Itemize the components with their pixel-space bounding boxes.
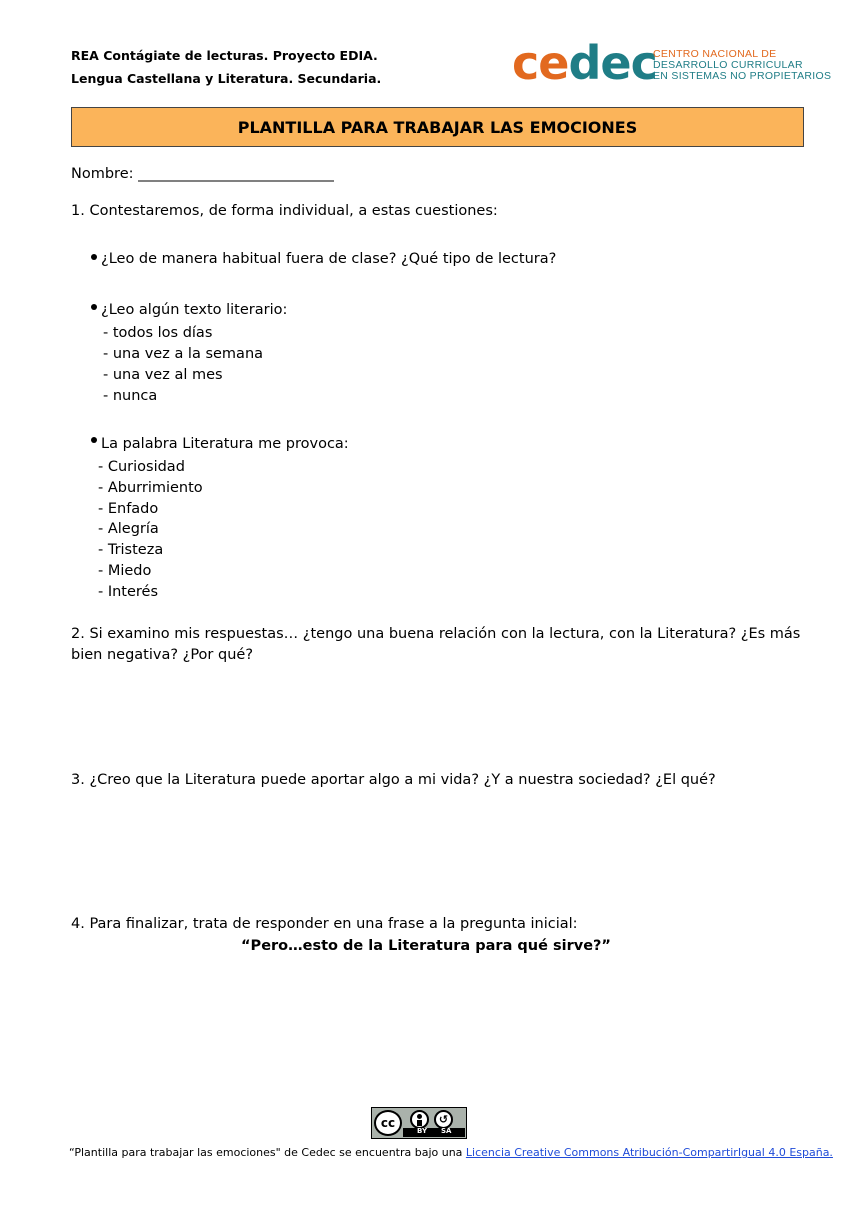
- question-3: 3. ¿Creo que la Literatura puede aportar algo a mi vida? ¿Y a nuestra sociedad? ¿El qué?: [71, 772, 716, 788]
- logo-sub-3: EN SISTEMAS NO PROPIETARIOS: [653, 70, 832, 82]
- bullet-icon: [91, 304, 97, 310]
- question-1-bullet-1: ¿Leo de manera habitual fuera de clase? ¿Qué tipo de lectura?: [101, 251, 557, 267]
- question-1-bullet-3: La palabra Literatura me provoca:: [101, 436, 349, 452]
- logo-dec: dec: [568, 36, 657, 90]
- cc-icon: cc: [374, 1110, 402, 1136]
- badge-sa-label: SA: [441, 1127, 452, 1135]
- nombre-field: Nombre: ___________________________: [71, 166, 334, 182]
- list-item: - Interés: [98, 583, 159, 600]
- header-line-2: Lengua Castellana y Literatura. Secundaria.: [71, 71, 382, 86]
- list-item: - Aburrimiento: [98, 479, 203, 496]
- question-2-line-1: 2. Si examino mis respuestas… ¿tengo una buena relación con la lectura, con la Literatura? ¿Es más: [71, 626, 801, 642]
- question-4-quote: “Pero…esto de la Literatura para qué sirve?”: [241, 938, 611, 954]
- title-banner: [71, 107, 804, 147]
- question-4: 4. Para finalizar, trata de responder en una frase a la pregunta inicial:: [71, 916, 578, 932]
- bullet-3-options: [98, 457, 203, 603]
- license-text: “Plantilla para trabajar las emociones" de Cedec se encuentra bajo una: [69, 1146, 466, 1159]
- badge-label-bar: [403, 1128, 465, 1137]
- bullet-icon: [91, 437, 97, 443]
- license-footer: [69, 1146, 833, 1159]
- list-item: - Tristeza: [98, 542, 164, 559]
- badge-by-label: BY: [417, 1127, 428, 1135]
- logo-ce: ce: [512, 36, 569, 90]
- license-link[interactable]: Licencia Creative Commons Atribución-CompartirIgual 4.0 España.: [465, 1146, 833, 1159]
- question-2: [71, 624, 800, 666]
- list-item: - todos los días: [103, 325, 213, 341]
- logo-sub-2: DESARROLLO CURRICULAR: [653, 59, 803, 71]
- list-item: - Alegría: [98, 521, 159, 538]
- page-title: PLANTILLA PARA TRABAJAR LAS EMOCIONES: [237, 117, 638, 137]
- list-item: - una vez a la semana: [103, 346, 264, 362]
- list-item: - Curiosidad: [98, 459, 185, 475]
- list-item: - Miedo: [98, 562, 152, 579]
- list-item: - Enfado: [98, 500, 159, 517]
- sa-icon: ↺: [434, 1110, 453, 1129]
- header-line-1: REA Contágiate de lecturas. Proyecto EDIA.: [71, 48, 378, 63]
- bullet-2-options: [103, 323, 263, 407]
- question-2-line-2: bien negativa? ¿Por qué?: [71, 647, 254, 663]
- cedec-logo: [512, 36, 657, 90]
- logo-subtitle: [653, 49, 831, 82]
- question-1: 1. Contestaremos, de forma individual, a estas cuestiones:: [71, 203, 498, 219]
- logo-sub-1: CENTRO NACIONAL DE: [653, 48, 777, 60]
- list-item: - nunca: [103, 388, 158, 404]
- question-1-bullet-2: ¿Leo algún texto literario:: [101, 302, 288, 318]
- list-item: - una vez al mes: [103, 367, 223, 383]
- bullet-icon: [91, 254, 97, 260]
- cc-license-badge: [371, 1107, 467, 1139]
